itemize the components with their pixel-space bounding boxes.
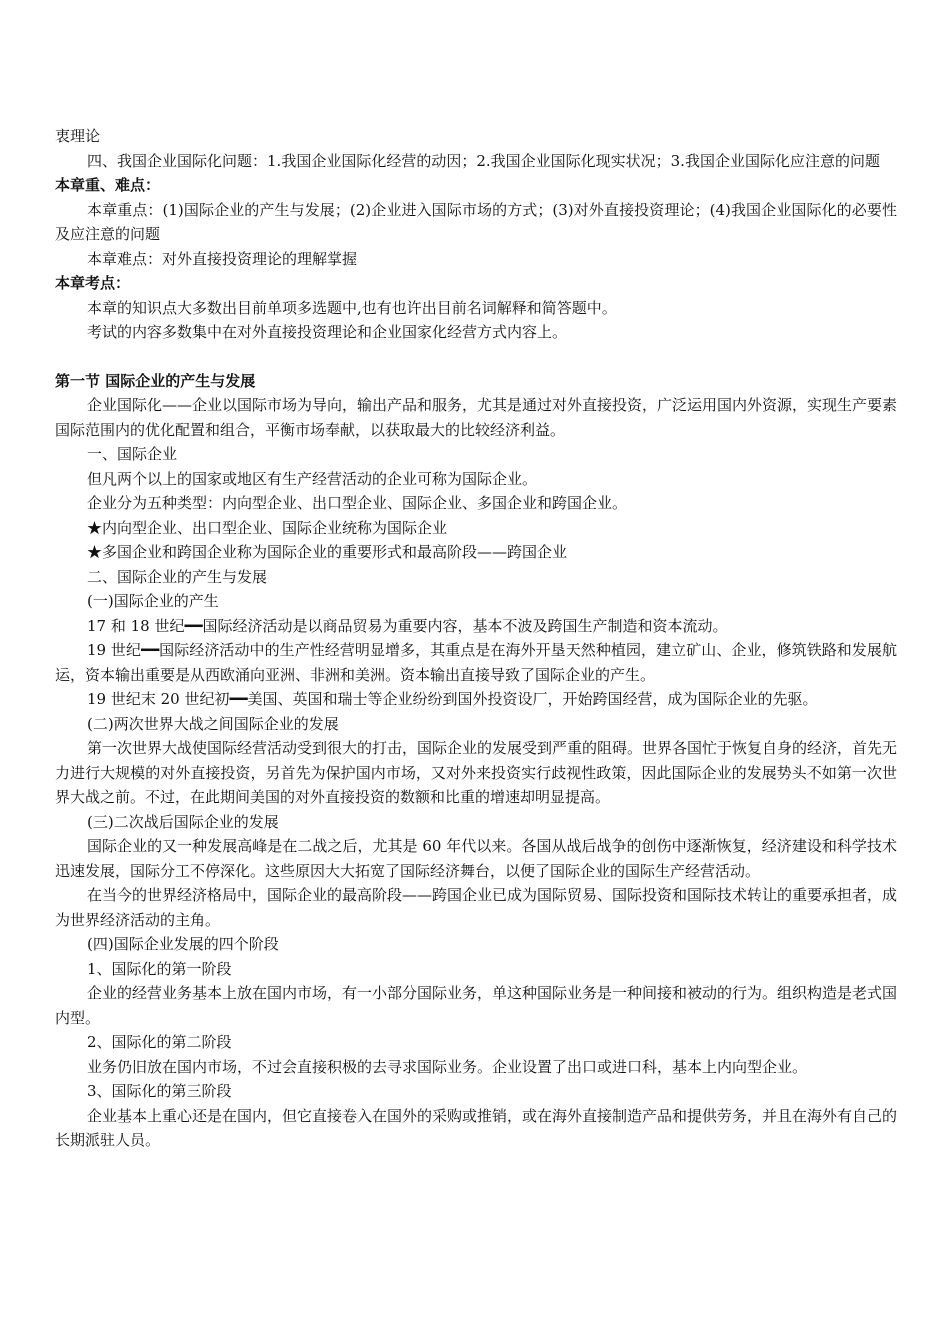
- paragraph: 19 世纪━━国际经济活动中的生产性经营明显增多，其重点是在海外开垦天然种植园，建立矿山、企业，修筑铁路和发展航运，资本输出重要是从西欧涌向亚洲、非洲和美洲。资本输出直接导致了国际企业的产生。: [55, 641, 897, 684]
- subheading: (四)国际企业发展的四个阶段: [87, 935, 279, 953]
- paragraph: 企业分为五种类型：内向型企业、出口型企业、国际企业、多国企业和跨国企业。: [87, 494, 628, 512]
- heading-international-enterprise: 一、国际企业: [87, 445, 178, 463]
- stage-heading: 3、国际化的第三阶段: [87, 1082, 232, 1100]
- exam-points-p1: 本章的知识点大多数出目前单项多选题中,也有也许出目前名词解释和简答题中。: [87, 298, 617, 317]
- paragraph: 业务仍旧放在国内市场，不过会直接积极的去寻求国际业务。企业设置了出口或进口科，基本上内向型企业。: [87, 1057, 808, 1076]
- subheading: (三)二次战后国际企业的发展: [87, 812, 279, 831]
- definition-paragraph: 企业国际化——企业以国际市场为导向，输出产品和服务，尤其是通过对外直接投资，广泛运用国内外资源，实现生产要素国际范围内的优化配置和组合，平衡市场奉献，以获取最大的比较经济利益。: [55, 396, 898, 439]
- stage-heading: 1、国际化的第一阶段: [87, 959, 232, 978]
- exam-points-p2: 考试的内容多数集中在对外直接投资理论和企业国家化经营方式内容上。: [87, 323, 568, 341]
- paragraph: 企业基本上重心还是在国内，但它直接卷入在国外的采购或推销，或在海外直接制造产品和提供劳务，并且在海外有自己的长期派驻人员。: [55, 1106, 898, 1149]
- paragraph: 17 和 18 世纪━━国际经济活动是以商品贸易为重要内容，基本不波及跨国生产制造和资本流动。: [87, 616, 728, 635]
- exam-points-heading: 本章考点：: [55, 274, 131, 292]
- key-points-key: 本章重点：(1)国际企业的产生与发展；(2)企业进入国际市场的方式；(3)对外直接投资理论；(4)我国企业国际化的必要性及应注意的问题: [55, 200, 897, 243]
- section-title: 第一节 国际企业的产生与发展: [55, 371, 256, 390]
- spacer: [55, 345, 897, 369]
- star-note: ★多国企业和跨国企业称为国际企业的重要形式和最高阶段——跨国企业: [87, 543, 568, 561]
- document-page: [55, 124, 897, 1153]
- key-points-heading: 本章重、难点：: [55, 176, 161, 194]
- paragraph: 国际企业的又一种发展高峰是在二战之后，尤其是 60 年代以来。各国从战后战争的创伤中逐渐恢复，经济建设和科学技术迅速发展，国际分工不停深化。这些原因大大拓宽了国际经济舞台，以便了国际企业的国际生产经营活动。: [55, 837, 897, 880]
- paragraph: 19 世纪末 20 世纪初━━美国、英国和瑞士等企业纷纷到国外投资设厂，开始跨国经营，成为国际企业的先驱。: [87, 690, 818, 708]
- star-note: ★内向型企业、出口型企业、国际企业统称为国际企业: [87, 518, 448, 537]
- intro-item-4: 四、我国企业国际化问题：1.我国企业国际化经营的动因；2.我国企业国际化现实状况；3.我国企业国际化应注意的问题: [87, 151, 880, 170]
- stage-heading: 2、国际化的第二阶段: [87, 1033, 232, 1051]
- subheading: (一)国际企业的产生: [87, 592, 219, 610]
- intro-line-tail: 衷理论: [55, 127, 101, 145]
- paragraph: 在当今的世界经济格局中，国际企业的最高阶段——跨国企业已成为国际贸易、国际投资和国际技术转让的重要承担者，成为世界经济活动的主角。: [55, 886, 898, 929]
- heading-origin-development: 二、国际企业的产生与发展: [87, 567, 268, 586]
- subheading: (二)两次世界大战之间国际企业的发展: [87, 714, 339, 733]
- paragraph: 企业的经营业务基本上放在国内市场，有一小部分国际业务，单这种国际业务是一种间接和被动的行为。组织构造是老式国内型。: [55, 984, 898, 1027]
- paragraph: 第一次世界大战使国际经营活动受到很大的打击，国际企业的发展受到严重的阻碍。世界各国忙于恢复自身的经济，首先无力进行大规模的对外直接投资，另首先为保护国内市场，又对外来投资实行歧视性政策，因此国际企业的发展势头不如第一次世界大战之前。不过，在此期间美国的对外直接投资的数额和比重的增速却明显提高。: [55, 739, 898, 806]
- paragraph: 但凡两个以上的国家或地区有生产经营活动的企业可称为国际企业。: [87, 469, 538, 488]
- key-points-difficult: 本章难点：对外直接投资理论的理解掌握: [87, 249, 358, 268]
